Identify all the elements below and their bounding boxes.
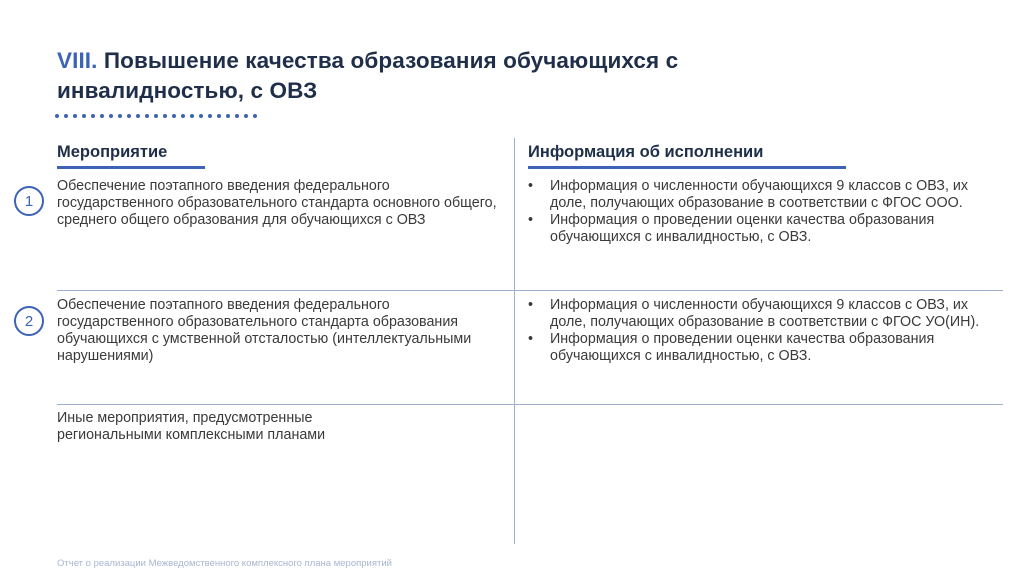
column-header-activity: Мероприятие — [57, 143, 168, 161]
row-activity: Обеспечение поэтапного введения федерального государственного образовательного стандарта основного общего, среднего общего образования для обучающихся с ОВЗ — [57, 178, 497, 228]
footer-text: Отчет о реализации Межведомственного комплексного плана мероприятий — [57, 558, 392, 569]
row-divider — [57, 404, 1003, 405]
row-divider — [57, 290, 1003, 291]
row-number-badge: 2 — [14, 306, 44, 336]
row-activity: Иные мероприятия, предусмотренные региональными комплексными планами — [57, 410, 326, 443]
decorative-dots — [55, 114, 275, 122]
column-header-underline — [57, 166, 205, 169]
row-info-list — [521, 297, 1001, 365]
row-activity: Обеспечение поэтапного введения федерального государственного образовательного стандарта образования обучающихся с умственной отсталостью (интеллектуальными нарушениями) — [57, 297, 472, 364]
column-header-underline — [528, 166, 846, 169]
section-title: Повышение качества образования обучающихся с инвалидностью, с ОВЗ — [57, 48, 679, 103]
column-divider — [514, 138, 515, 544]
section-number: VIII. — [57, 48, 98, 73]
list-item: • Информация о проведении оценки качества образования обучающихся с инвалидностью, с ОВЗ. — [521, 212, 1001, 246]
list-item: • Информация о численности обучающихся 9 классов с ОВЗ, их доле, получающих образование в соответствии с ФГОС УО(ИН). — [521, 297, 1001, 331]
page-title — [57, 46, 817, 106]
list-item: • Информация о проведении оценки качества образования обучающихся с инвалидностью, с ОВЗ. — [521, 331, 1001, 365]
row-number-badge: 1 — [14, 186, 44, 216]
row-info-list — [521, 178, 1001, 246]
column-header-info: Информация об исполнении — [528, 143, 764, 161]
list-item: • Информация о численности обучающихся 9 классов с ОВЗ, их доле, получающих образование в соответствии с ФГОС ООО. — [521, 178, 1001, 212]
